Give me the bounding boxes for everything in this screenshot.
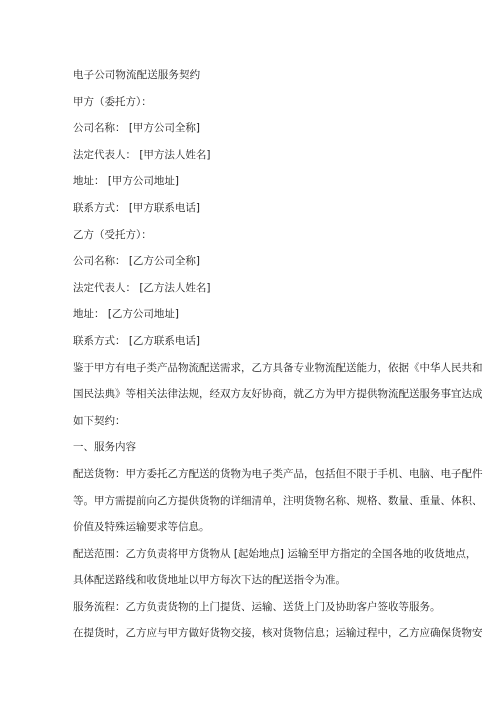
goods-paragraph (73, 467, 483, 535)
process-paragraph: 服务流程：乙方负责货物的上门提货、运输、送货上门及协助客户签收等服务。 (73, 600, 441, 613)
preamble-paragraph (73, 361, 483, 429)
document-title: 电子公司物流配送服务契约 (73, 69, 201, 81)
pickup-paragraph: 在提货时，乙方应与甲方做好货物交接，核对货物信息；运输过程中，乙方应确保货物安 (73, 627, 483, 640)
goods-line: 等。甲方需提前向乙方提供货物的详细清单，注明货物名称、规格、数量、重量、体积、 (73, 494, 483, 507)
preamble-line: 鉴于甲方有电子类产品物流配送需求，乙方具备专业物流配送能力，依据《中华人民共和 (73, 361, 483, 374)
party-b-representative: 法定代表人： [乙方法人姓名] (73, 281, 211, 294)
section-heading: 一、服务内容 (73, 441, 136, 454)
party-b-address: 地址： [乙方公司地址] (73, 308, 180, 321)
preamble-line: 如下契约： (73, 414, 126, 427)
party-a-company: 公司名称： [甲方公司全称] (73, 122, 201, 135)
preamble-line: 国民法典》等相关法律法规，经双方友好协商，就乙方为甲方提供物流配送服务事宜达成 (73, 388, 483, 401)
party-a-representative: 法定代表人： [甲方法人姓名] (73, 148, 211, 161)
scope-line: 具体配送路线和收货地址以甲方每次下达的配送指令为准。 (73, 574, 346, 587)
goods-line: 配送货物：甲方委托乙方配送的货物为电子类产品，包括但不限于手机、电脑、电子配件 (73, 467, 483, 480)
party-b-contact: 联系方式： [乙方联系电话] (73, 334, 201, 347)
goods-line: 价值及特殊运输要求等信息。 (73, 521, 210, 534)
party-a-heading: 甲方（委托方）： (73, 95, 152, 108)
party-a-address: 地址： [甲方公司地址] (73, 175, 180, 188)
scope-paragraph (73, 547, 477, 589)
party-a-contact: 联系方式： [甲方联系电话] (73, 201, 201, 214)
party-b-company: 公司名称： [乙方公司全称] (73, 255, 201, 268)
party-b-heading: 乙方（受托方）： (73, 228, 152, 241)
scope-line: 配送范围：乙方负责将甲方货物从 [起始地点] 运输至甲方指定的全国各地的收货地点， (73, 547, 477, 560)
